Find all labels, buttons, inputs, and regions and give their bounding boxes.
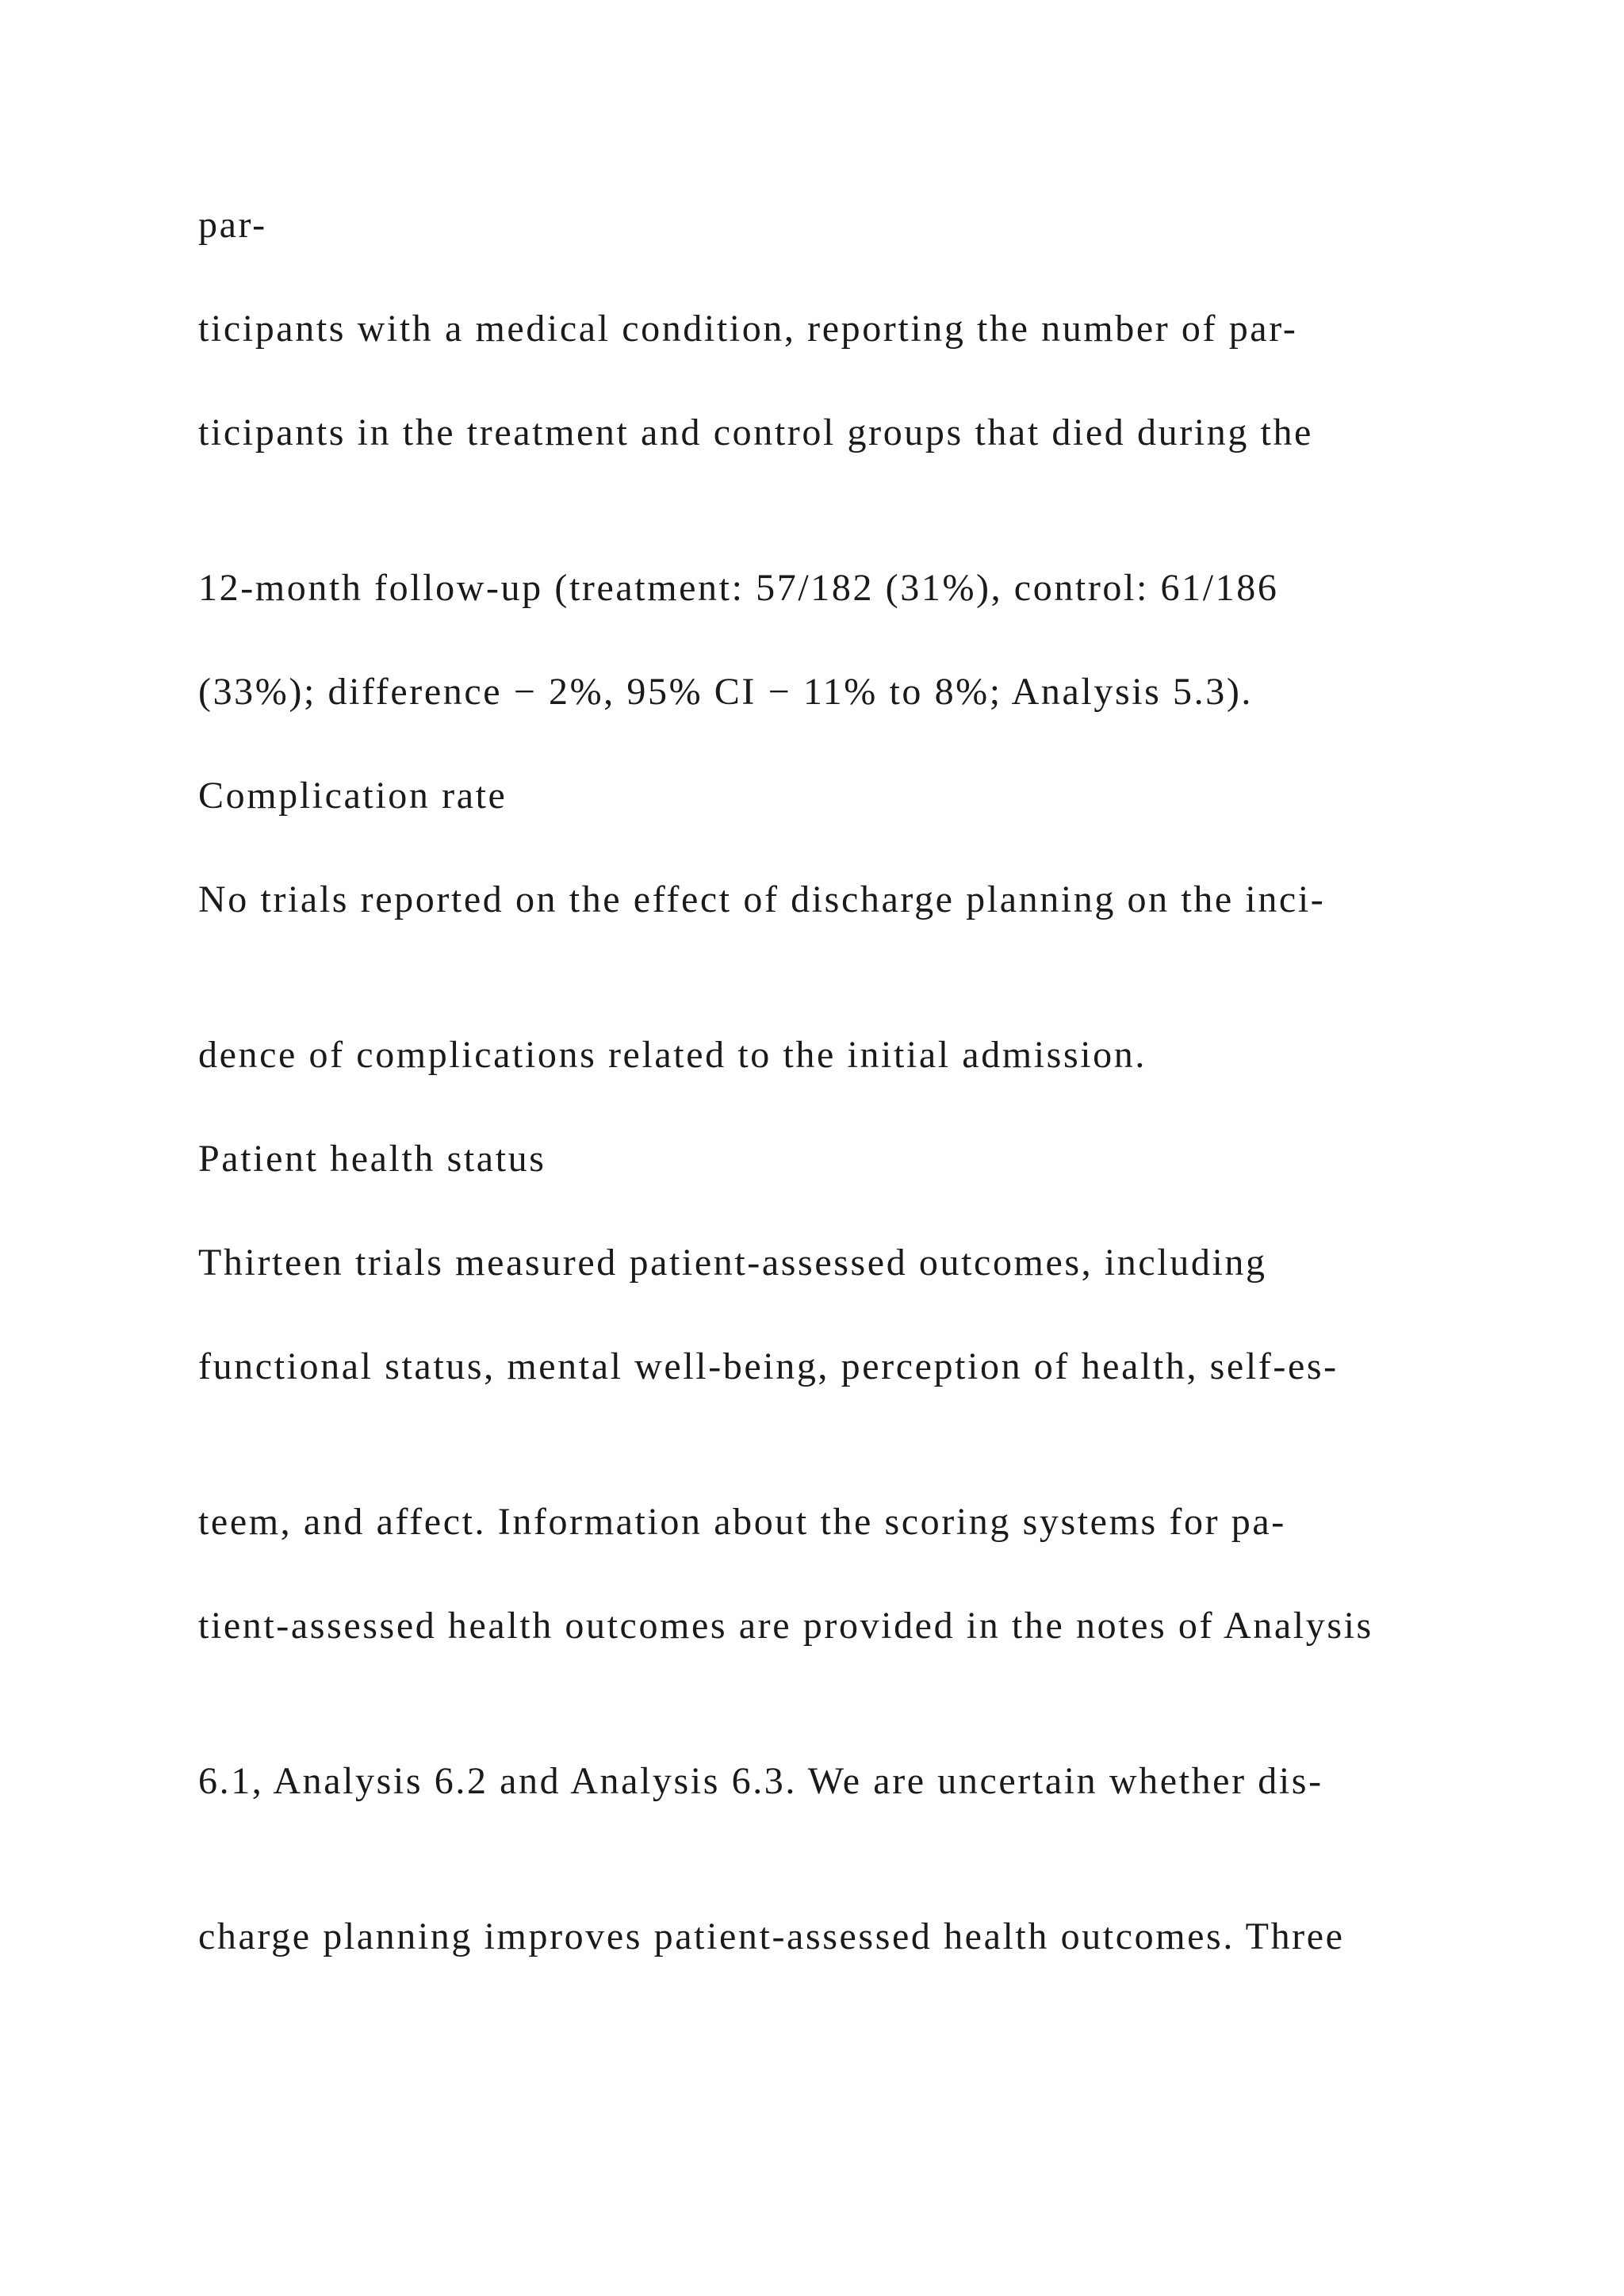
text-line: (33%); difference − 2%, 95% CI − 11% to 8%; Analysis 5.3). [198, 671, 1254, 713]
text-line: dence of complications related to the initial admission. [198, 1034, 1147, 1076]
text-line: 6.1, Analysis 6.2 and Analysis 6.3. We are uncertain whether dis- [198, 1760, 1323, 1802]
section-heading-complication-rate: Complication rate [198, 775, 508, 817]
text-line: teem, and affect. Information about the scoring systems for pa- [198, 1501, 1286, 1543]
text-line: No trials reported on the effect of discharge planning on the inci- [198, 878, 1326, 920]
text-line: par- [198, 204, 267, 246]
text-line: Thirteen trials measured patient-assessed outcomes, including [198, 1242, 1267, 1284]
text-line: charge planning improves patient-assessed health outcomes. Three [198, 1915, 1345, 1957]
text-line: 12-month follow-up (treatment: 57/182 (31%), control: 61/186 [198, 567, 1279, 609]
text-line: functional status, mental well-being, perception of health, self-es- [198, 1345, 1339, 1387]
section-heading-patient-health-status: Patient health status [198, 1138, 546, 1180]
text-line: ticipants with a medical condition, reporting the number of par- [198, 308, 1298, 350]
text-line: tient-assessed health outcomes are provided in the notes of Analysis [198, 1605, 1373, 1647]
text-line: ticipants in the treatment and control groups that died during the [198, 411, 1313, 453]
